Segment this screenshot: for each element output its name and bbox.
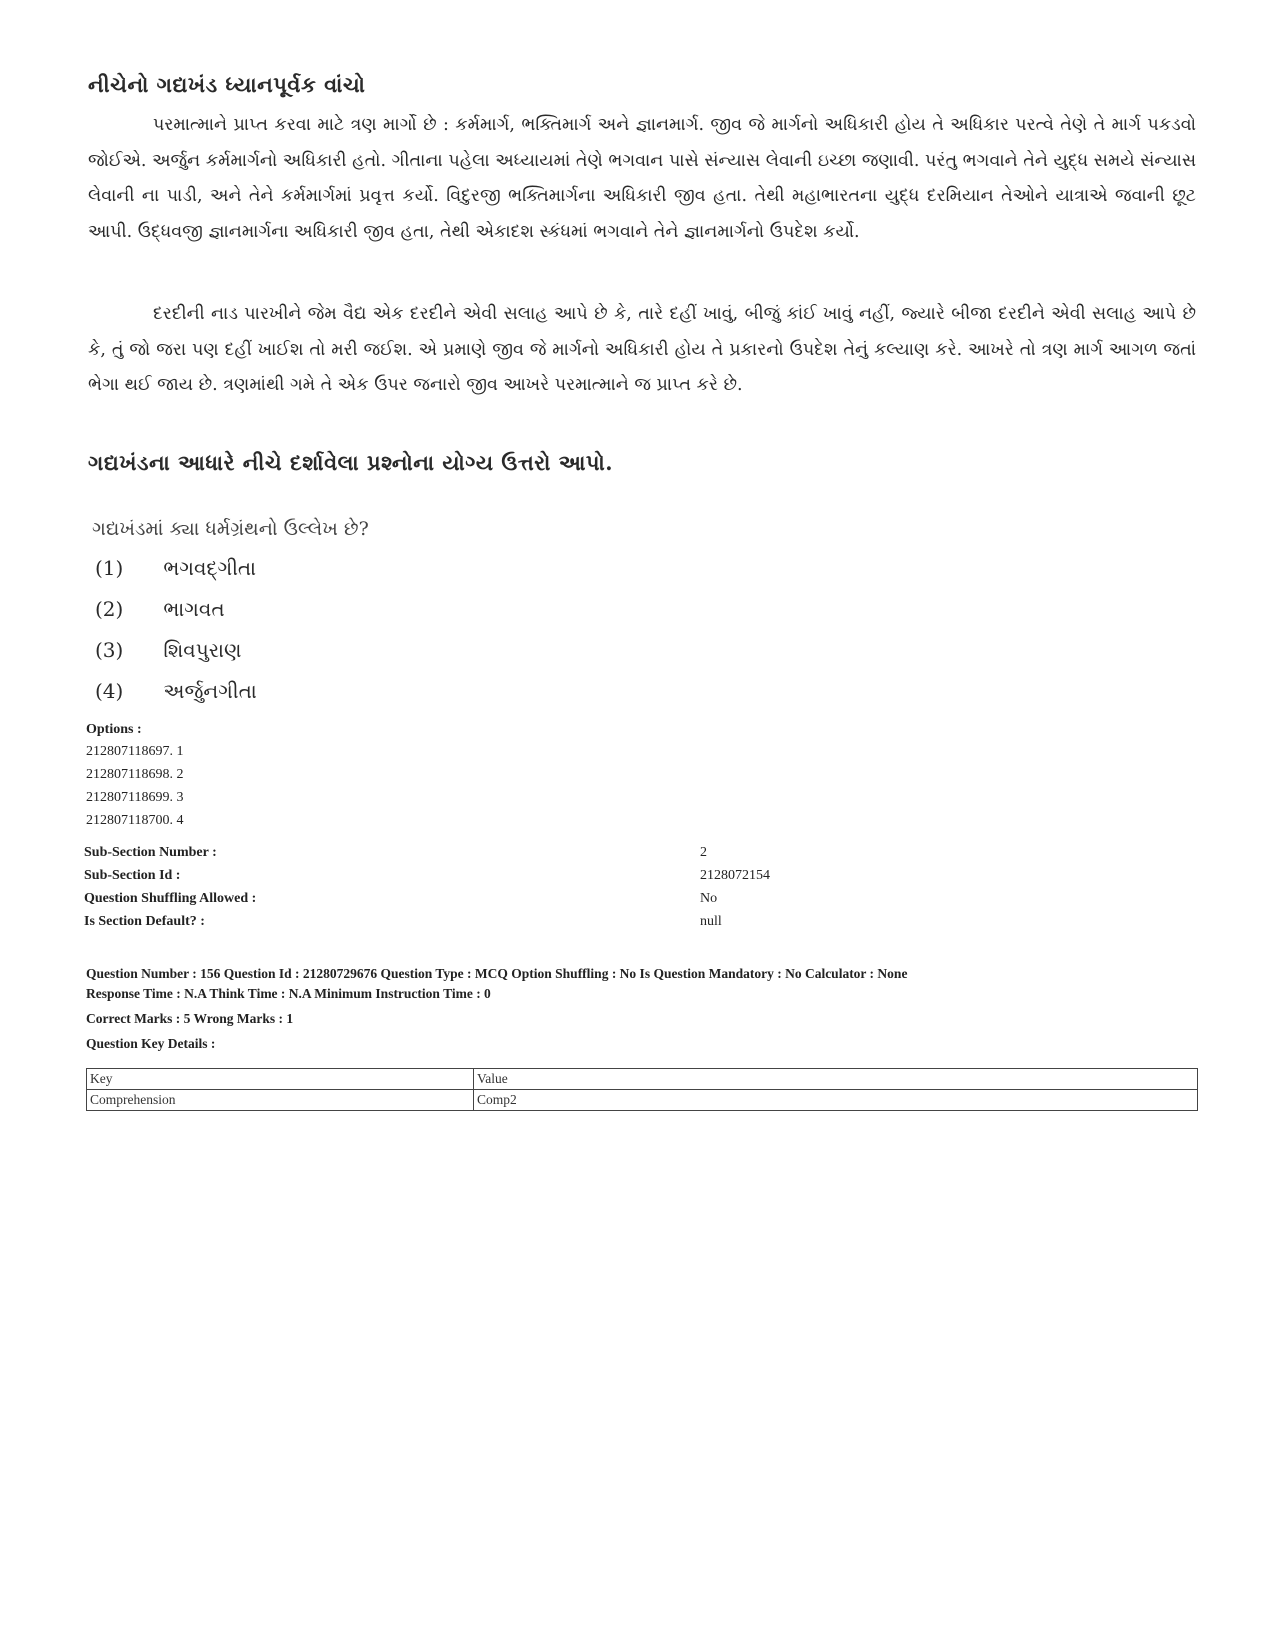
section-default-label: Is Section Default? : [84, 914, 205, 929]
question-marks: Correct Marks : 5 Wrong Marks : 1 [86, 1011, 294, 1026]
option-number: (3) [95, 638, 124, 662]
subsection-number-value: 2 [700, 845, 707, 860]
question-key-details-title: Question Key Details : [86, 1036, 216, 1051]
question-option-3 [95, 638, 241, 662]
subsection-number-label: Sub-Section Number : [84, 845, 217, 860]
option-id-3: 212807118699. 3 [86, 790, 184, 805]
question-shuffling-value: No [700, 891, 718, 906]
table-header-key: Key [87, 1069, 474, 1090]
passage-paragraph-1: પરમાત્માને પ્રાપ્ત કરવા માટે ત્રણ માર્ગો છે : કર્મમાર્ગ, ભક્તિમાર્ગ અને જ્ઞાનમાર્ગ. જીવ જે માર્ગનો અધિકારી હોય તે અધિકાર પરત્વે તેણે તે માર્ગ પકડવો જોઈએ. અર્જુન કર્મમાર્ગનો અધિકારી હતો. ગીતાના પહેલા અધ્યાયમાં તેણે ભગવાન પાસે સંન્યાસ લેવાની ઇચ્છા જણાવી. પરંતુ ભગવાને તેને યુદ્ધ સમયે સંન્યાસ લેવાની ના પાડી, અને તેને કર્મમાર્ગમાં પ્રવૃત્ત કર્યો. વિદુરજી ભક્તિમાર્ગના અધિકારી જીવ હતા. તેથી મહાભારતના યુદ્ધ દરમિયાન તેઓને યાત્રાએ જવાની છૂટ આપી. ઉદ્ધવજી જ્ઞાનમાર્ગના અધિકારી જીવ હતા, તેથી એકાદશ સ્કંધમાં ભગવાને તેને જ્ઞાનમાર્ગનો ઉપદેશ કર્યો. [88, 115, 1196, 242]
question-meta-line-1: Question Number : 156 Question Id : 21280729676 Question Type : MCQ Option Shuffling : No Is Question Mandatory : No Calculator : None [86, 966, 908, 981]
option-id-4: 212807118700. 4 [86, 813, 184, 828]
option-label: શિવપુરાણ [163, 638, 242, 662]
question-meta-line-2: Response Time : N.A Think Time : N.A Minimum Instruction Time : 0 [86, 986, 491, 1001]
question-shuffling-label: Question Shuffling Allowed : [84, 891, 257, 906]
question-option-4 [95, 679, 257, 703]
question-option-2 [95, 597, 225, 621]
subsection-id-label: Sub-Section Id : [84, 868, 181, 883]
subsection-id-value: 2128072154 [700, 868, 770, 883]
table-header-value: Value [474, 1069, 1198, 1090]
option-label: ભગવદ્ગીતા [163, 556, 257, 580]
option-id-2: 212807118698. 2 [86, 767, 184, 782]
key-details-table [86, 1068, 1198, 1111]
table-row [87, 1069, 1198, 1090]
section-default-value: null [700, 914, 722, 929]
passage-instruction: ગદ્યખંડના આધારે નીચે દર્શાવેલા પ્રશ્નોના યોગ્ય ઉત્તરો આપો. [88, 450, 614, 475]
table-cell-value: Comp2 [474, 1090, 1198, 1111]
table-row [87, 1090, 1198, 1111]
option-label: અર્જુનગીતા [163, 679, 257, 703]
option-label: ભાગવત [163, 597, 225, 621]
option-number: (4) [95, 679, 124, 703]
question-text: ગદ્યખંડમાં ક્યા ધર્મગ્રંથનો ઉલ્લેખ છે? [92, 518, 369, 540]
question-option-1 [95, 556, 256, 580]
table-cell-key: Comprehension [87, 1090, 474, 1111]
option-id-1: 212807118697. 1 [86, 744, 184, 759]
option-number: (1) [95, 556, 124, 580]
option-number: (2) [95, 597, 124, 621]
passage-paragraph-2: દરદીની નાડ પારખીને જેમ વૈદ્ય એક દરદીને એવી સલાહ આપે છે કે, તારે દહીં ખાવું, બીજું કાંઈ ખાવું નહીં, જ્યારે બીજા દરદીને એવી સલાહ આપે છે કે, તું જો જરા પણ દહીં ખાઈશ તો મરી જઈશ. એ પ્રમાણે જીવ જે માર્ગનો અધિકારી હોય તે પ્રકારનો ઉપદેશ તેનું કલ્યાણ કરે. આખરે તો ત્રણ માર્ગ આગળ જતાં ભેગા થઈ જાય છે. ત્રણમાંથી ગમે તે એક ઉપર જનારો જીવ આખરે પરમાત્માને જ પ્રાપ્ત કરે છે. [88, 304, 1196, 395]
options-title: Options : [86, 722, 142, 737]
passage-heading: નીચેનો ગદ્યખંડ ધ્યાનપૂર્વક વાંચો [88, 72, 366, 97]
